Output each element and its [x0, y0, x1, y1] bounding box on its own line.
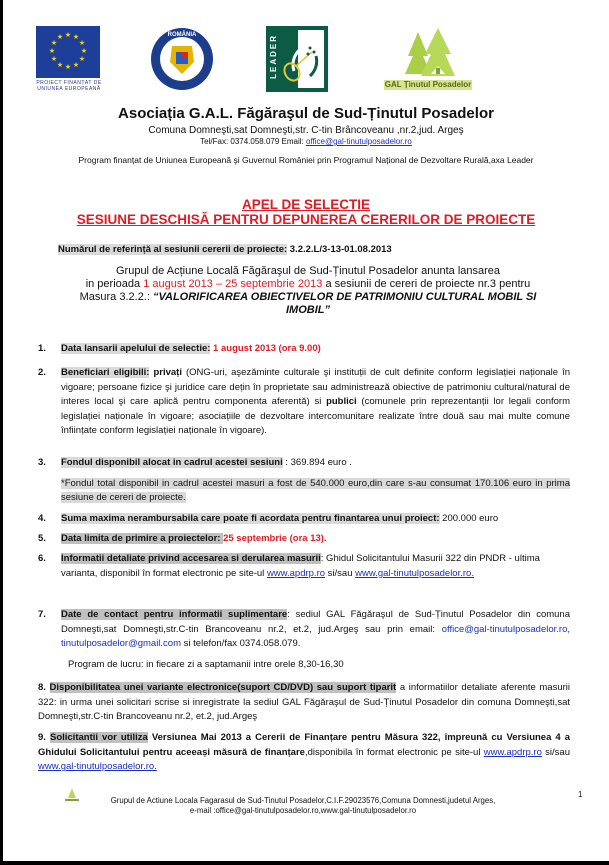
gal-logo-text: GAL Ținutul Posadelor [384, 80, 472, 89]
svg-text:★: ★ [48, 48, 56, 55]
gal-website-link-2[interactable]: www.gal-tinutulposadelor.ro. [38, 761, 157, 773]
apdrp-link-2[interactable]: www.apdrp.ro [483, 746, 542, 758]
eu-stars-icon [36, 26, 100, 78]
intro-line-3: Masura 3.2.2.: “VALORIFICAREA OBIECTIVELOR DE PATRIMONIU CULTURAL MOBIL SI [79, 291, 537, 303]
page-footer: Grupul de Actiune Locala Fagarasul de Sud-Tinutul Posadelor,C.I.F.29023576,Comuna Domnesti,judetul Arges, e-mail :office@gal-tinutulposadelor.ro,www.gal-tinutulposadelor.ro [110, 796, 496, 815]
reference-number: Numărul de referință al sesiunii cererii de proiecte: 3.2.2.L/3-13-01.08.2013 [58, 244, 392, 255]
list-item-eligible-beneficiaries: 2. Beneficiari eligibili: privați (ONG-uri, aşezăminte culturale şi instituții de cult definite conform legislației naționale în vigoare; persoane fizice şi juridice care dețin în proprietate sau administrează obiective de patrimoniu cultural/natural de interes local şi care aplică pentru componenta aferentă) si publici (comunele prin reprezentanții lor legali conform legislației naționale în vigoare; asociațiile de dezvoltare intercomunitare realizate între două sau mai multe comune înființate conform legislației naționale în vigoare). [38, 367, 570, 437]
document-page [3, 0, 609, 861]
intro-line-4: IMOBIL” [286, 304, 330, 316]
list-item-detailed-info: 6. Informatii detaliate privind accesarea si derularea masurii: Ghidul Solicitantului Masurii 322 din PNDR - ultima varianta, disponibil în format electronic pe site-ul www.apdrp.ro si/sau www.gal-tinutulposadelor.ro. [38, 553, 540, 579]
list-item-deadline: 5. Data limita de primire a proiectelor: 25 septembrie (ora 13). [38, 533, 327, 544]
list-item-max-amount: 4. Suma maxima nerambursabila care poate fi acordata pentru finantarea unui proiect: 200.000 euro [38, 513, 499, 524]
contact-emails[interactable]: office@gal-tinutulposadelor.ro, tinutulposadelor@gmail.com [61, 623, 570, 650]
svg-text:★: ★ [56, 62, 64, 69]
organization-address: Comuna Domneşti,sat Domneşti,str. C-tin Brâncoveanu ,nr.2,jud. Argeş [148, 125, 464, 136]
svg-text:★: ★ [56, 34, 64, 41]
svg-text:★: ★ [64, 32, 72, 39]
funding-program-line: Program finanțat de Uniunea Europeană şi Guvernul României prin Programul Național de Dezvoltare Rurală,axa Leader [78, 155, 534, 165]
email-link[interactable]: office@gal-tinutulposadelor.ro [306, 137, 412, 146]
svg-text:★: ★ [72, 62, 80, 69]
list-item-available-fund: 3. Fondul disponibil alocat in cadrul acestei sesiuni : 369.894 euro . *Fondul total disponibil in cadrul acestei masuri a fost de 540.000 euro,din care s-au consumat 170.106 euro in prima sesiune de cereri de proiecte. [38, 457, 570, 504]
leader-logo: LEADER [266, 26, 328, 92]
organization-title: Asociația G.A.L. Făgăraşul de Sud-Ținutul Posadelor [118, 105, 494, 122]
apdrp-link[interactable]: www.apdrp.ro [266, 567, 326, 579]
logo-bar [3, 24, 609, 96]
svg-text:★: ★ [72, 34, 80, 41]
list-item-launch-date: 1. Data lansarii apelului de selectie: 1 august 2013 (ora 9.00) [38, 343, 321, 354]
svg-text:★: ★ [50, 56, 58, 63]
intro-line-1: Grupul de Acțiune Locală Făgăraşul de Sud-Ținutul Posadelor anunta lansarea [115, 265, 501, 277]
svg-text:★: ★ [50, 40, 58, 47]
romania-ministry-seal [150, 26, 214, 92]
call-title: APEL DE SELECTIE [241, 197, 371, 212]
organization-contact: Tel/Fax: 0374.058.079 Email: office@gal-tinutulposadelor.ro [200, 137, 412, 146]
svg-text:★: ★ [64, 64, 72, 71]
svg-text:ROMÂNIA: ROMÂNIA [167, 32, 197, 38]
svg-text:★: ★ [78, 40, 86, 47]
intro-line-2: in perioada 1 august 2013 – 25 septembrie 2013 a sesiunii de cereri de proiecte nr.3 pentru [85, 278, 531, 290]
page-number: 1 [578, 790, 583, 799]
eu-flag-logo [36, 26, 100, 78]
gal-website-link[interactable]: www.gal-tinutulposadelor.ro. [355, 567, 474, 579]
list-item-electronic-version: 8. Disponibilitatea unei variante electronice(suport CD/DVD) sau suport tiparit a informatiilor detaliate aferente masurii 322: in urma unei solicitari scrise si inregistrate la sediul GAL Făgăraşul de Sud-Ținutul Posadelor din comuna Domneşti,sat Domneşti,str.C-tin Brancoveanu nr.2, et.2, jud.Argeş [38, 682, 571, 723]
list-item-applicants-documents: 9. Solicitantii vor utiliza Versiunea Mai 2013 a Cererii de Finanțare pentru Măsura 322, împreună cu Versiunea 4 a Ghidului Solicitantului pentru aceeași măsură de finanțare,disponibila în format electronic pe site-ul www.apdrp.ro si/sau www.gal-tinutulposadelor.ro. [38, 732, 571, 773]
list-item-contact: 7. Date de contact pentru informatii suplimentare: sediul GAL Făgăraşul de Sud-Ținutul Posadelor din comuna Domneşti,sat Domneşti,str.C-tin Brancoveanu nr.2, et.2, jud.Argeş sau prin email: office@gal-tinutulposadelor.ro, tinutulposadelor@gmail.com si telefon/fax 0374.058.079. Program de lucru: in fiecare zi a saptamanii intre orele 8,30-16,30 [38, 608, 570, 672]
eu-caption: PROIECT FINANȚAT DE UNIUNEA EUROPEANĂ [36, 80, 102, 92]
call-subtitle: SESIUNE DESCHISĂ PENTRU DEPUNEREA CERERILOR DE PROIECTE [76, 212, 536, 227]
svg-text:★: ★ [80, 48, 88, 55]
svg-text:★: ★ [78, 56, 86, 63]
working-hours: Program de lucru: in fiecare zi a saptamanii intre orele 8,30-16,30 [68, 658, 344, 670]
